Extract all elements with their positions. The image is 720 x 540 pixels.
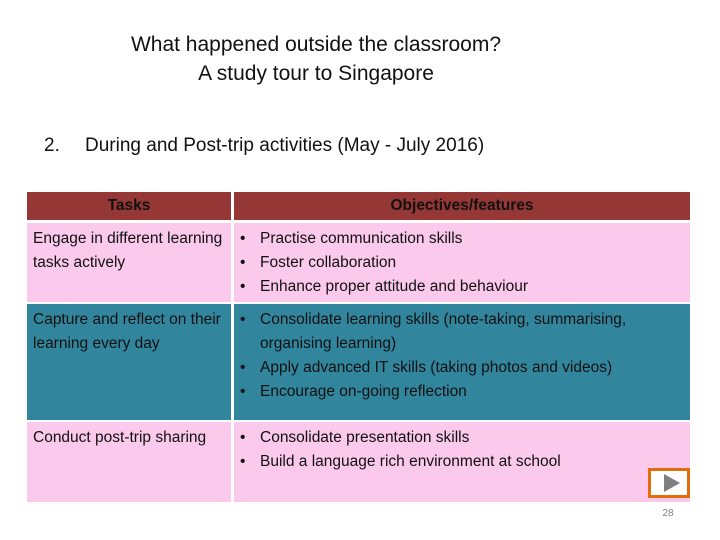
list-item: • Encourage on-going reflection — [240, 380, 684, 404]
objectives-cell — [231, 422, 690, 504]
tasks-table — [27, 192, 690, 504]
header-tasks: Tasks — [27, 192, 231, 223]
table-row — [27, 223, 690, 304]
title-line-2: A study tour to Singapore — [198, 62, 434, 85]
list-item: • Consolidate presentation skills — [240, 426, 684, 450]
title-line-1: What happened outside the classroom? — [130, 33, 502, 56]
list-item: • Enhance proper attitude and behaviour — [240, 275, 684, 299]
task-cell: Conduct post-trip sharing — [27, 422, 231, 504]
list-item: • Consolidate learning skills (note-taking, summarising, organising learning) — [240, 308, 684, 356]
objectives-cell — [231, 304, 690, 422]
table-row — [27, 304, 690, 422]
list-item: • Apply advanced IT skills (taking photos and videos) — [240, 356, 684, 380]
objectives-cell — [231, 223, 690, 304]
list-item: • Build a language rich environment at school — [240, 450, 684, 474]
header-objectives: Objectives/features — [231, 192, 690, 223]
table-row — [27, 422, 690, 504]
page-number: 28 — [662, 508, 674, 519]
objectives-list — [240, 227, 684, 299]
task-cell: Engage in different learning tasks actively — [27, 223, 231, 304]
next-slide-button[interactable] — [648, 468, 690, 498]
list-item: • Foster collaboration — [240, 251, 684, 275]
section-heading — [44, 133, 484, 159]
task-cell: Capture and reflect on their learning every day — [27, 304, 231, 422]
objectives-list — [240, 426, 684, 474]
slide-title — [0, 30, 632, 88]
objectives-list — [240, 308, 684, 404]
table-header-row — [27, 192, 690, 223]
section-number: 2. — [44, 135, 60, 156]
section-heading-text: During and Post-trip activities (May - July 2016) — [85, 135, 485, 156]
list-item: • Practise communication skills — [240, 227, 684, 251]
play-icon — [664, 474, 680, 492]
